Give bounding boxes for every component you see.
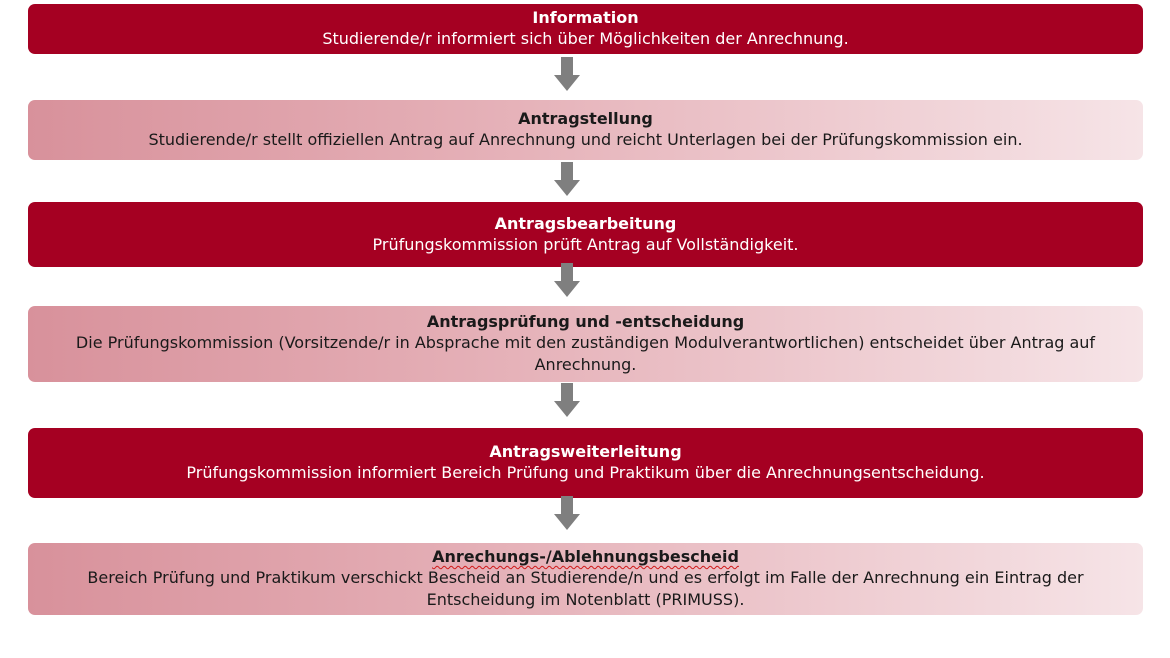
step-description: Studierende/r stellt offiziellen Antrag auf Anrechnung und reicht Unterlagen bei der Prüfungskommission ein.: [148, 130, 1023, 149]
arrow-down-icon: [554, 383, 580, 417]
step-description: Bereich Prüfung und Praktikum verschickt Bescheid an Studierende/n und es erfolgt im Falle der Anrechnung ein Eintrag der Entscheidung im Notenblatt (PRIMUSS).: [87, 568, 1084, 609]
step-title: Antragsbearbeitung: [494, 213, 677, 233]
step-title: Antragstellung: [518, 109, 653, 128]
arrow-down-icon: [554, 57, 580, 91]
step-antragspruefung: [28, 306, 1143, 382]
step-information: [28, 4, 1143, 54]
step-antragsweiterleitung: [28, 428, 1143, 498]
arrow-down-icon: [554, 162, 580, 196]
spellcheck-underlined-title: Anrechungs-/Ablehnungsbescheid: [432, 547, 739, 566]
step-title: Information: [532, 8, 639, 27]
step-description: Studierende/r informiert sich über Möglichkeiten der Anrechnung.: [322, 29, 849, 48]
step-antragsbearbeitung: [28, 202, 1143, 267]
step-antragstellung: [28, 100, 1143, 160]
step-title: Antragsweiterleitung: [489, 442, 682, 461]
step-description: Prüfungskommission prüft Antrag auf Vollständigkeit.: [372, 234, 799, 254]
arrow-down-icon: [554, 263, 580, 297]
step-description: Prüfungskommission informiert Bereich Prüfung und Praktikum über die Anrechnungsentscheidung.: [186, 463, 985, 482]
step-title: [432, 547, 739, 567]
step-title: Antragsprüfung und -entscheidung: [426, 312, 745, 331]
arrow-down-icon: [554, 496, 580, 530]
step-description: Die Prüfungskommission (Vorsitzende/r in Absprache mit den zuständigen Modulverantwortlichen) entscheidet über Antrag auf Anrechnung.: [75, 333, 1096, 374]
step-bescheid: [28, 543, 1143, 615]
